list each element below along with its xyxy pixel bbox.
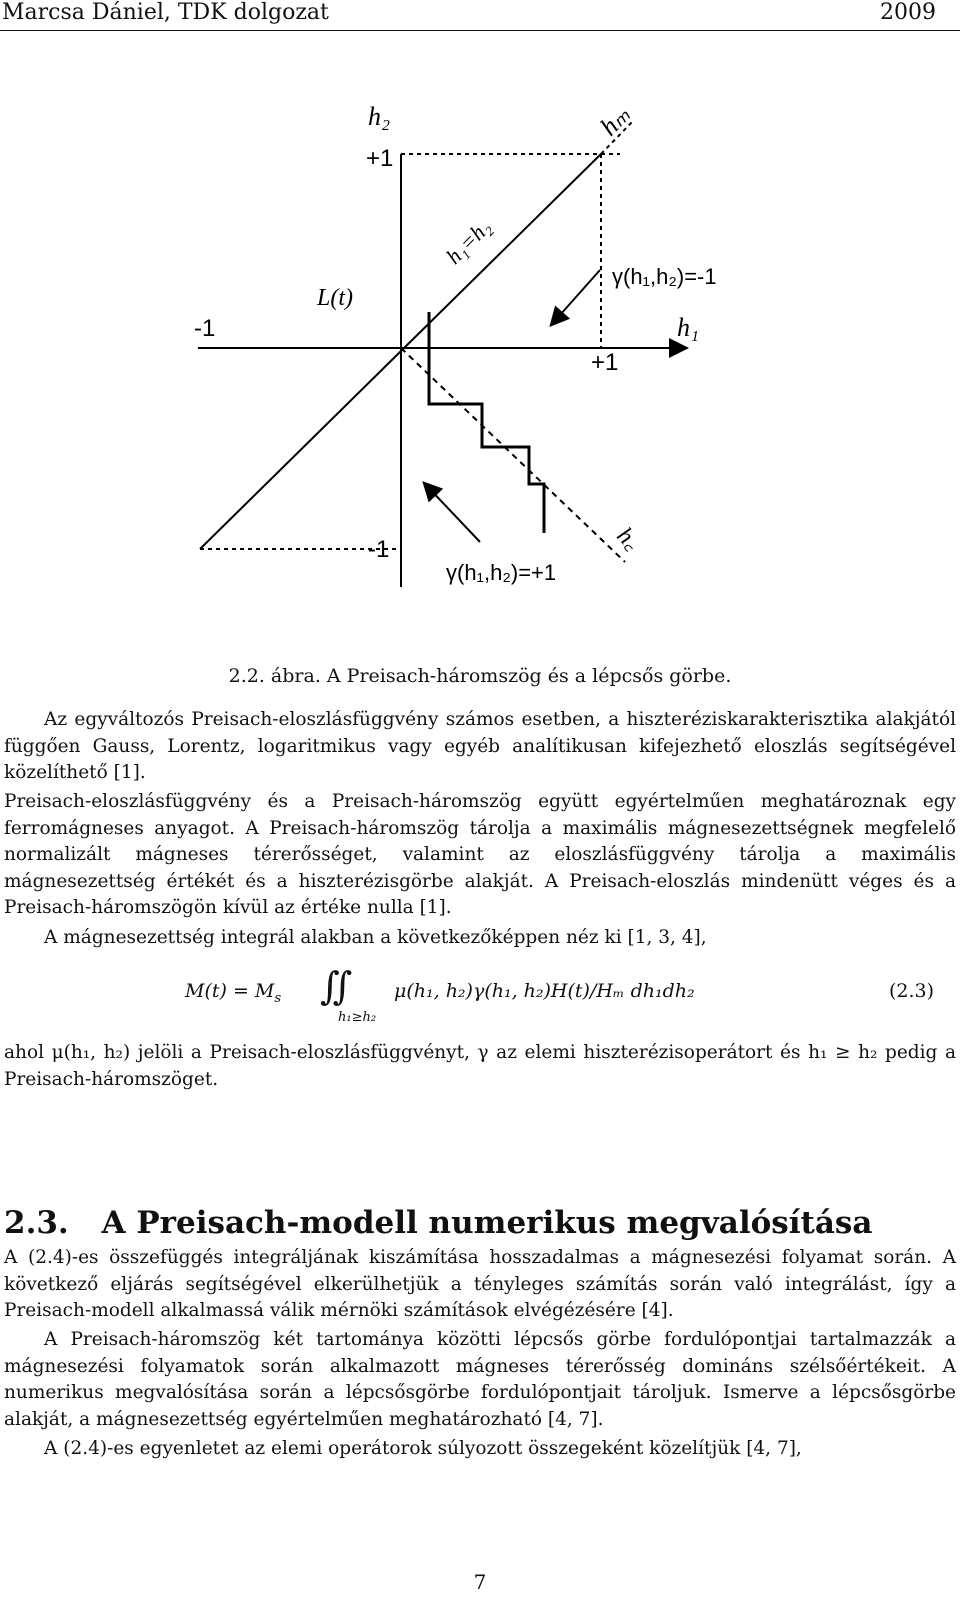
equation-2-3 (0, 966, 960, 1026)
label-minus1-bottom: -1 (368, 536, 390, 563)
label-h2: h₂ (368, 102, 391, 131)
page-header (0, 0, 960, 30)
section-number: 2.3. (4, 1205, 69, 1241)
anti-diagonal-dashed (401, 348, 625, 562)
double-integral-sign: ∬ (320, 964, 353, 1008)
label-hm: hₘ (594, 100, 636, 142)
header-author-title: Marcsa Dániel, TDK dolgozat (2, 0, 329, 25)
paragraph-7: A (2.4)-es egyenletet az elemi operátorok súlyozott összegeként közelítjük [4, 7], (44, 1438, 802, 1459)
paragraph-6: A Preisach-háromszög két tartománya közötti lépcsős görbe fordulópontjai tartalmazzák a mágnesezési folyamatok során alkalmazott mágneses térerősség domináns szélsőértékeit. A numerikus megvalósítása során a lépcsősgörbe fordulópontjait tároljuk. Ismerve a lépcsősgörbe alakját, a mágnesezettség egyértelműen meghatározható [4, 7]. (4, 1329, 956, 1430)
label-minus1-left: -1 (194, 315, 216, 342)
integral-limits: h₁≥h₂ (338, 1010, 377, 1025)
arrow-gamma-plus (425, 484, 480, 542)
arrow-gamma-minus (552, 270, 600, 324)
label-hc: h꜀ (611, 522, 645, 556)
label-gamma-plus: γ(h₁,h₂)=+1 (446, 560, 557, 585)
label-plus1-top: +1 (366, 145, 394, 172)
paragraph-4: ahol μ(h₁, h₂) jelöli a Preisach-eloszlásfüggvényt, γ az elemi hiszterézisoperátort és h₁ ≥ h₂ pedig a Preisach-háromszöget. (4, 1042, 956, 1090)
figure-caption: 2.2. ábra. A Preisach-háromszög és a lépcsős görbe. (228, 665, 732, 687)
paragraph-3: A mágnesezettség integrál alakban a következőképpen néz ki [1, 3, 4], (44, 927, 707, 948)
paragraph-2: Preisach-eloszlásfüggvény és a Preisach-háromszög együtt egyértelműen meghatároznak egy ferromágneses anyagot. A Preisach-háromszög tárolja a maximális mágnesezettségnek megfelelő normalizált mágneses térerősséget, valamint az eloszlásfüggvény tárolja a maximális mágnesezettség értékét és a hiszterézisgörbe alakját. A Preisach-eloszlás mindenütt véges és a Preisach-háromszögön kívül az értéke nulla [1]. (4, 791, 956, 918)
label-plus1-right: +1 (591, 349, 619, 376)
equation-number: (2.3) (888, 980, 934, 1002)
label-h1: h₁ (677, 313, 700, 342)
label-h1-eq-h2: h₁=h₂ (441, 214, 496, 269)
equation-lhs: $M(t) = M_s$ (185, 980, 282, 1006)
section-title: A Preisach-modell numerikus megvalósítása (101, 1205, 873, 1241)
header-rule (0, 30, 960, 31)
equation-rhs: μ(h₁, h₂)γ(h₁, h₂)H(t)/Hₘ dh₁dh₂ (394, 980, 695, 1002)
header-year: 2009 (880, 0, 936, 25)
staircase-curve (429, 312, 544, 533)
label-Lt: L(t) (317, 285, 353, 311)
label-gamma-minus: γ(h₁,h₂)=-1 (612, 264, 717, 289)
section-heading (4, 1205, 872, 1241)
page-number: 7 (473, 1570, 487, 1594)
paragraph-1: Az egyváltozós Preisach-eloszlásfüggvény számos esetben, a hiszteréziskarakterisztika alakjától függően Gauss, Lorentz, logaritmikus vagy egyéb analítikusan kifejezhető eloszlás segítségével közelíthető [1]. (4, 709, 956, 783)
preisach-triangle-figure (180, 92, 780, 612)
paragraph-5: A (2.4)-es összefüggés integráljának kiszámítása hosszadalmas a mágnesezési folyamat során. A következő eljárás segítségével elkerülhetjük a tényleges számítás során való integrálást, így a Preisach-modell alkalmassá válik mérnöki számítások elvégézésére [4]. (4, 1247, 956, 1321)
